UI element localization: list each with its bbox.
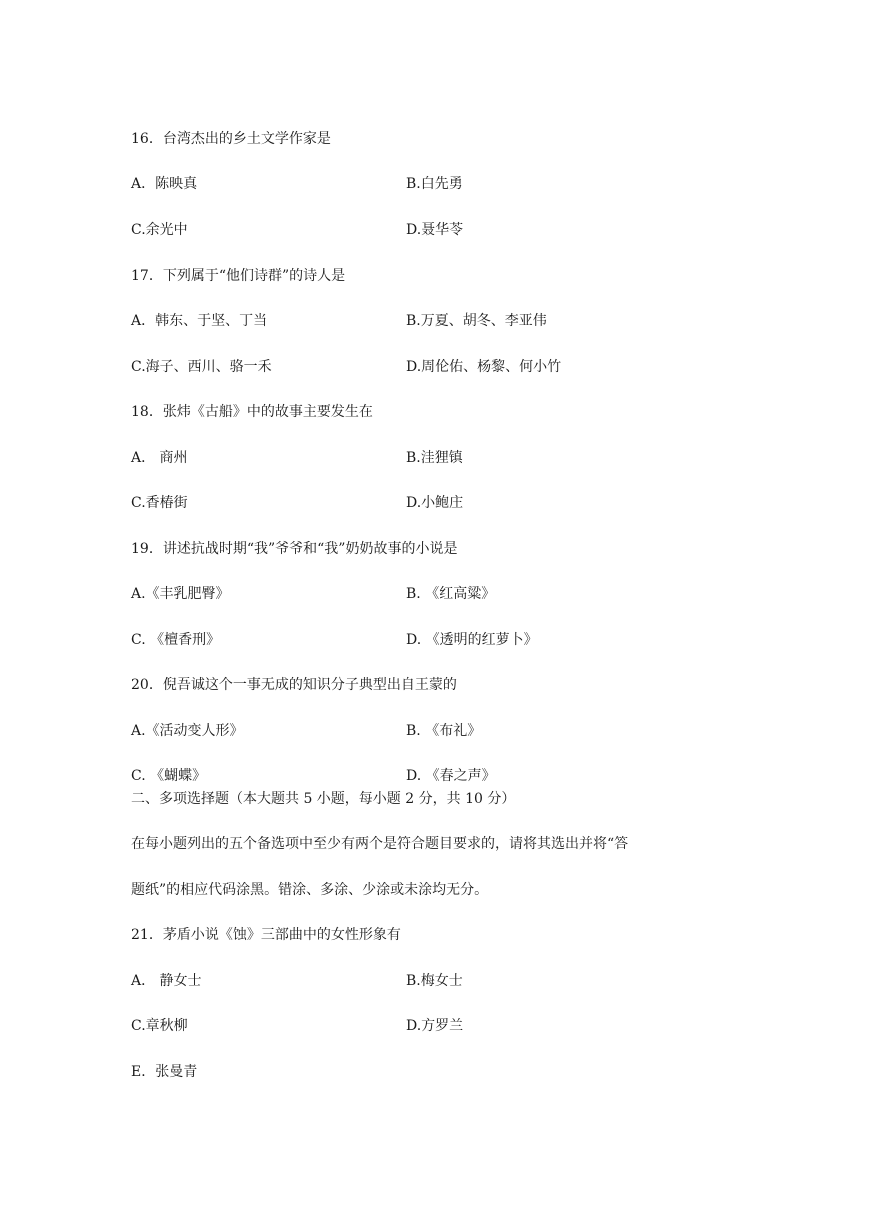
section-2-instruction-line-1: 在每小题列出的五个备选项中至少有两个是符合题目要求的，请将其选出并将“答 <box>131 836 629 852</box>
question-21-option-d: D.方罗兰 <box>406 1018 464 1034</box>
question-16-option-b: B.白先勇 <box>406 176 463 192</box>
question-18-option-d: D.小鲍庄 <box>406 495 464 511</box>
question-18-option-c: C.香椿街 <box>131 495 188 511</box>
question-19-option-b: B. 《红高粱》 <box>406 586 496 602</box>
question-16-option-c: C.余光中 <box>131 222 188 238</box>
question-21-option-e: E．张曼青 <box>131 1064 198 1080</box>
question-16-option-a: A．陈映真 <box>131 176 198 192</box>
question-21-stem: 21．茅盾小说《蚀》三部曲中的女性形象有 <box>131 927 401 943</box>
question-17-stem: 17．下列属于“他们诗群”的诗人是 <box>131 268 346 284</box>
question-18-stem: 18．张炜《古船》中的故事主要发生在 <box>131 404 373 420</box>
question-17-option-b: B.万夏、胡冬、李亚伟 <box>406 313 547 329</box>
question-19-stem: 19．讲述抗战时期“我”爷爷和“我”奶奶故事的小说是 <box>131 541 458 557</box>
question-19-option-a: A.《丰乳肥臀》 <box>131 586 230 602</box>
question-16-stem: 16．台湾杰出的乡土文学作家是 <box>131 131 331 147</box>
question-20-option-b: B. 《布礼》 <box>406 723 482 739</box>
question-21-option-b: B.梅女士 <box>406 973 463 989</box>
question-20-option-c: C. 《蝴蝶》 <box>131 768 207 784</box>
question-17-option-d: D.周伦佑、杨黎、何小竹 <box>406 359 562 375</box>
question-19-option-d: D. 《透明的红萝卜》 <box>406 632 538 648</box>
question-18-option-a: A． 商州 <box>131 450 188 466</box>
question-19-option-c: C. 《檀香刑》 <box>131 632 221 648</box>
question-16-option-d: D.聂华苓 <box>406 222 464 238</box>
question-18-option-b: B.洼狸镇 <box>406 450 463 466</box>
question-21-option-a: A． 静女士 <box>131 973 202 989</box>
section-2-instruction-line-2: 题纸”的相应代码涂黑。错涂、多涂、少涂或未涂均无分。 <box>131 882 489 898</box>
question-20-option-d: D. 《春之声》 <box>406 768 496 784</box>
question-20-stem: 20．倪吾诚这个一事无成的知识分子典型出自王蒙的 <box>131 677 457 693</box>
question-17-option-a: A．韩东、于坚、丁当 <box>131 313 268 329</box>
question-17-option-c: C.海子、西川、骆一禾 <box>131 359 272 375</box>
question-20-option-a: A.《活动变人形》 <box>131 723 244 739</box>
question-21-option-c: C.章秋柳 <box>131 1018 188 1034</box>
section-2-title: 二、多项选择题（本大题共 5 小题，每小题 2 分，共 10 分） <box>131 791 516 807</box>
